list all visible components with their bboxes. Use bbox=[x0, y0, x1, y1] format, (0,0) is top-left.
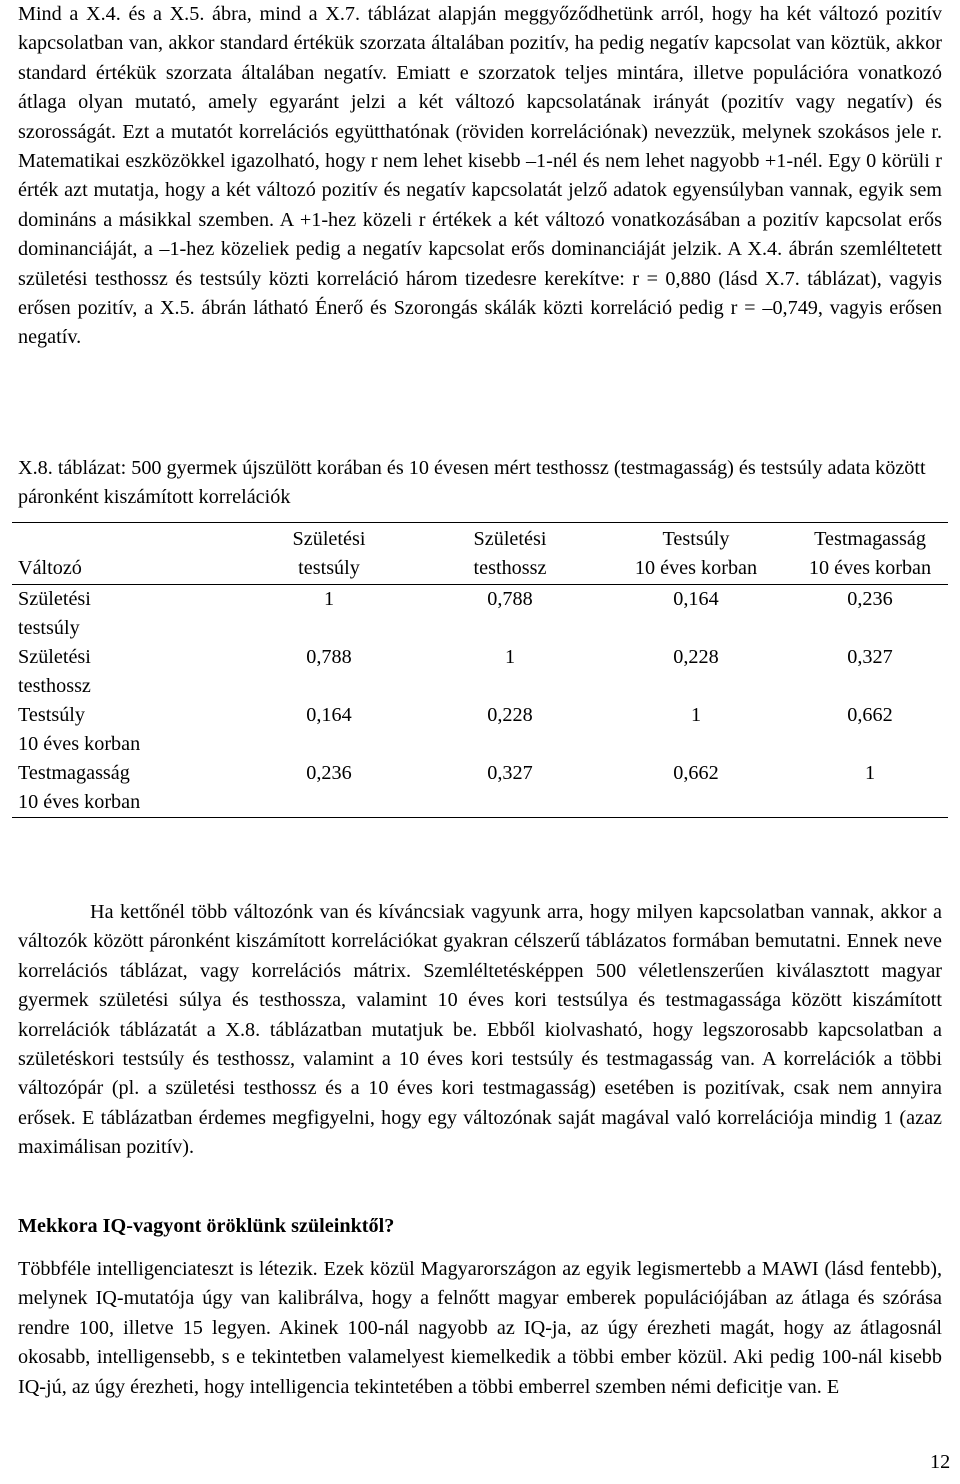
table-cell: 1 bbox=[690, 704, 702, 726]
paragraph-correlation-intro: Mind a X.4. és a X.5. ábra, mind a X.7. táblázat alapján meggyőződhetünk arról, hogy ha két változó pozitív kapcsolatban van, akkor standard értékük szorzata általában pozitív, ha pedig negatív kapcsolat van köztük, akkor standard értékük szorzata általában negatív. Emiatt e szorzatok teljes mintára, illetve populációra vonatkozó átlaga olyan mutató, amely egyaránt jelzi a két változó kapcsolatának irányát (pozitív vagy negatív) és szorosságát. Ezt a mutatót korrelációs együtthatónak (röviden korrelációnak) nevezzük, melynek szokásos jele r. Matematikai eszközökkel igazolható, hogy r nem lehet kisebb –1-nél és nem lehet nagyobb +1-nél. Egy 0 körüli r érték azt mutatja, hogy a két változó pozitív és negatív kapcsolatát jelző adatok egyensúlyban vannak, egyik sem domináns a másikkal szemben. A +1-hez közeli r értékek a két változó vonatkozásában a pozitív kapcsolat erős dominanciáját, a –1-hez közeliek pedig a negatív kapcsolat erős dominanciáját jelzik. A X.4. ábrán szemléltetett születési testhossz és testsúly közti korreláció három tizedesre kerekítve: r = 0,880 (lásd X.7. táblázat), vagyis erősen pozitív, a X.5. ábrán látható Énerő és Szorongás skálák közti korreláció pedig r = –0,749, vagyis erősen negatív. bbox=[18, 3, 942, 349]
table-cell: 0,788 bbox=[306, 646, 352, 668]
table-cell: 0,662 bbox=[847, 704, 893, 726]
header-line1: Testsúly bbox=[662, 528, 730, 550]
correlation-table bbox=[12, 522, 948, 818]
table-header-row bbox=[12, 523, 948, 585]
header-birth-length bbox=[414, 523, 600, 585]
header-line1: Születési bbox=[292, 528, 366, 550]
row-label-line2: 10 éves korban bbox=[18, 791, 141, 813]
header-line2: testsúly bbox=[298, 557, 360, 579]
header-birth-weight bbox=[238, 523, 414, 585]
row-label-line2: 10 éves korban bbox=[18, 733, 141, 755]
table-cell: 1 bbox=[504, 646, 516, 668]
row-label bbox=[12, 701, 238, 759]
row-label bbox=[12, 759, 238, 818]
table-row bbox=[12, 701, 948, 759]
table-cell: 0,236 bbox=[847, 588, 893, 610]
paragraph-iq: Többféle intelligenciateszt is létezik. Ezek közül Magyarországon az egyik legismertebb a MAWI (lásd fentebb), melynek IQ-mutatója úgy van kalibrálva, hogy a felnőtt magyar emberek populációjában az átlaga és szórása rendre 100, illetve 15 legyen. Akinek 100-nál nagyobb az IQ-ja, az úgy érezheti magát, hogy az átlagosnál okosabb, intelligensebb, s e tekintetben valamelyest kiemelkedik a többi ember közül. Aki pedig 100-nál kisebb IQ-jú, az úgy érezheti, hogy intelligencia tekintetében a többi emberrel szemben némi deficitje van. E bbox=[18, 1258, 942, 1398]
header-line2: 10 éves korban bbox=[634, 557, 758, 579]
row-label-line2: testhossz bbox=[18, 675, 91, 697]
section-heading: Mekkora IQ-vagyont öröklünk szüleinktől? bbox=[18, 1215, 395, 1237]
header-line1: Testmagasság bbox=[814, 528, 926, 550]
row-label-line1: Testsúly bbox=[18, 704, 85, 726]
row-label-line1: Születési bbox=[18, 588, 91, 610]
row-label bbox=[12, 643, 238, 701]
header-weight-age10 bbox=[600, 523, 786, 585]
header-height-age10 bbox=[786, 523, 948, 585]
table-row bbox=[12, 585, 948, 644]
header-variable-line1: Változó bbox=[18, 557, 82, 579]
row-label bbox=[12, 585, 238, 644]
paragraph-correlation-matrix: Ha kettőnél több változónk van és kíváncsiak vagyunk arra, hogy milyen kapcsolatban vannak, akkor a változók között páronként kiszámított korrelációkat gyakran célszerű táblázatos formában bemutatni. Ennek neve korrelációs táblázat, vagy korrelációs mátrix. Szemléltetésképpen 500 véletlenszerűen kiválasztott magyar gyermek születési súlya és testhossza, valamint 10 éves kori testsúlya és testmagassága között kiszámított korrelációk táblázatát a X.8. táblázatban mutatjuk be. Ebből kiolvasható, hogy legszorosabb kapcsolatban a születéskori testsúly és testhossz, valamint a 10 éves kori testsúly és testmagasság van. A korrelációk a többi változópár (pl. a születési testhossz és a 10 éves kori testmagasság) esetében is pozitívak, csak nem annyira erősek. E táblázatban érdemes megfigyelni, hogy egy változónak saját magával való korrelációja mindig 1 (azaz maximálisan pozitív). bbox=[18, 901, 942, 1159]
header-line2: 10 éves korban bbox=[808, 557, 932, 579]
table-cell: 0,228 bbox=[487, 704, 533, 726]
header-line2: testhossz bbox=[473, 557, 547, 579]
table-cell: 0,164 bbox=[673, 588, 719, 610]
header-variable bbox=[12, 523, 238, 585]
table-cell: 0,164 bbox=[306, 704, 352, 726]
table-cell: 1 bbox=[864, 762, 876, 784]
table-cell: 0,228 bbox=[673, 646, 719, 668]
table-cell: 0,327 bbox=[487, 762, 533, 784]
page-number: 12 bbox=[930, 1451, 951, 1473]
table-cell: 1 bbox=[323, 588, 335, 610]
table-cell: 0,662 bbox=[673, 762, 719, 784]
table-row bbox=[12, 643, 948, 701]
table-cell: 0,788 bbox=[487, 588, 533, 610]
header-line1: Születési bbox=[473, 528, 547, 550]
table-cell: 0,327 bbox=[847, 646, 893, 668]
row-label-line1: Születési bbox=[18, 646, 91, 668]
row-label-line2: testsúly bbox=[18, 617, 80, 639]
row-label-line1: Testmagasság bbox=[18, 762, 130, 784]
table-cell: 0,236 bbox=[306, 762, 352, 784]
table-caption: X.8. táblázat: 500 gyermek újszülött korában és 10 évesen mért testhossz (testmagasság) és testsúly adata között páronként kiszámított korrelációk bbox=[18, 457, 926, 509]
table-row bbox=[12, 759, 948, 818]
